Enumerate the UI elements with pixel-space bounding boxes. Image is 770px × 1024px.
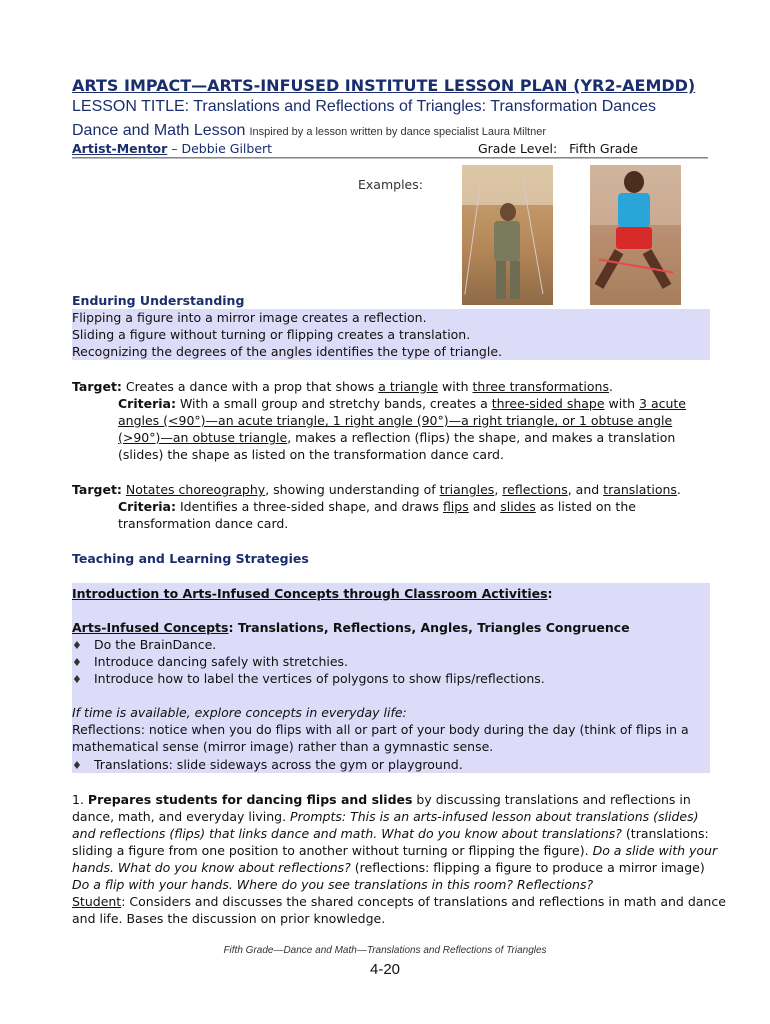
bullet-text: Translations: slide sideways across the gym or playground. xyxy=(94,757,463,772)
subtitle: Dance and Math Lesson xyxy=(72,122,246,139)
step1-bold: Prepares students for dancing flips and slides xyxy=(87,792,413,807)
target2-text: , showing understanding of xyxy=(265,482,440,497)
bullet-text: Introduce how to label the vertices of polygons to show flips/reflections. xyxy=(94,671,545,686)
example-photo-girl xyxy=(590,165,681,305)
target1-text: Creates a dance with a prop that shows xyxy=(121,379,379,394)
criteria2-line xyxy=(118,498,636,515)
criteria1-label: Criteria: xyxy=(118,396,176,411)
criteria2-underline: flips xyxy=(442,499,469,514)
target2-underline: translations xyxy=(603,482,677,497)
target1-underline: a triangle xyxy=(378,379,439,394)
step1-text: (reflections: flipping a figure to produce a mirror image) xyxy=(350,860,705,875)
bullet-text: Introduce dancing safely with stretchies. xyxy=(94,654,349,669)
mentor-name: – Debbie Gilbert xyxy=(167,141,273,156)
criteria1-text: with xyxy=(604,396,640,411)
subtitle-line xyxy=(72,122,546,140)
target2-text: , and xyxy=(567,482,604,497)
bullet-icon: ♦ xyxy=(72,639,82,652)
criteria1-text: , makes a reflection (flips) the shape, and makes a translation xyxy=(287,430,676,445)
step1-prompt: Prompts: This is an arts-infused lesson about translations (slides) xyxy=(290,809,699,824)
enduring-heading: Enduring Understanding xyxy=(72,293,245,308)
criteria2-text: Identifies a three-sided shape, and draws xyxy=(175,499,443,514)
lesson-title: LESSON TITLE: Translations and Reflections of Triangles: Transformation Dances xyxy=(72,98,656,115)
criteria2-text: as listed on the xyxy=(535,499,636,514)
example-photo-boy xyxy=(462,165,553,305)
criteria1-underline: three-sided shape xyxy=(491,396,605,411)
step1-line4 xyxy=(72,842,717,859)
reflections-line2: mathematical sense (mirror image) rather than a gymnastic sense. xyxy=(72,739,494,754)
target1-underline: three transformations xyxy=(472,379,609,394)
criteria1-line2: angles (<90°)—an acute triangle, 1 right angle (90°)—a right triangle, or 1 obtuse angle xyxy=(118,413,673,428)
step1-line3 xyxy=(72,825,709,842)
reflections-line1: Reflections: notice when you do flips with all or part of your body during the day (think of flips in a xyxy=(72,722,689,737)
bullet-icon: ♦ xyxy=(72,656,82,669)
criteria2-label: Criteria: xyxy=(118,499,176,514)
enduring-line: Recognizing the degrees of the angles identifies the type of triangle. xyxy=(72,344,502,359)
step1-text: sliding a figure from one position to another without turning or flipping the figure). xyxy=(72,843,593,858)
main-title: ARTS IMPACT—ARTS-INFUSED INSTITUTE LESSON PLAN (YR2-AEMDD) xyxy=(72,76,696,95)
concepts-label: Arts-Infused Concepts xyxy=(72,620,229,635)
step-number: 1. xyxy=(72,792,88,807)
concepts-text: : Translations, Reflections, Angles, Triangles Congruence xyxy=(228,620,630,635)
bullet-icon: ♦ xyxy=(72,759,82,772)
target2-text: . xyxy=(676,482,681,497)
grade-level xyxy=(478,141,638,156)
examples-label: Examples: xyxy=(358,177,423,192)
if-time-line: If time is available, explore concepts in everyday life: xyxy=(72,705,407,720)
mentor-row xyxy=(72,141,708,158)
step1-line8: and life. Bases the discussion on prior knowledge. xyxy=(72,911,386,926)
step1-line5 xyxy=(72,859,705,876)
step1-line6: Do a flip with your hands. Where do you see translations in this room? Reflections? xyxy=(72,877,594,892)
criteria1-line xyxy=(118,395,686,412)
translations-line xyxy=(72,756,463,774)
target1-line xyxy=(72,378,613,395)
step1-text: by discussing translations and reflections in xyxy=(412,792,691,807)
step1-text: (translations: xyxy=(621,826,709,841)
criteria2-line2: transformation dance card. xyxy=(118,516,289,531)
criteria1-line3 xyxy=(118,429,675,446)
target2-text: , xyxy=(494,482,503,497)
page-number: 4-20 xyxy=(369,961,401,978)
target1-text: . xyxy=(608,379,613,394)
intro-heading-colon: : xyxy=(547,586,553,601)
grade-label: Grade Level: xyxy=(477,141,558,156)
step1-text: : Considers and discusses the shared concepts of translations and reflections in math and dance xyxy=(121,894,726,909)
criteria1-underline: 3 acute xyxy=(639,396,686,411)
target2-underline: Notates choreography xyxy=(125,482,266,497)
criteria1-text: With a small group and stretchy bands, creates a xyxy=(175,396,492,411)
bullet-text: Do the BrainDance. xyxy=(94,637,217,652)
step1-prompt: and reflections (flips) that links dance and math. What do you know about translations? xyxy=(72,826,622,841)
mentor-label: Artist-Mentor xyxy=(72,141,168,156)
target1-label: Target: xyxy=(72,379,122,394)
intro-heading-text: Introduction to Arts-Infused Concepts through Classroom Activities xyxy=(72,586,548,601)
step1-prompt: Do a slide with your xyxy=(592,843,718,858)
criteria1-underline: (>90°)—an obtuse triangle xyxy=(118,430,288,445)
concepts-line xyxy=(72,619,630,636)
grade-value: Fifth Grade xyxy=(569,141,638,156)
enduring-line: Sliding a figure without turning or flipping creates a translation. xyxy=(72,327,471,342)
inspired-by: Inspired by a lesson written by dance specialist Laura Miltner xyxy=(249,126,546,138)
enduring-box xyxy=(72,309,710,360)
criteria2-text: and xyxy=(468,499,501,514)
step1-text: dance, math, and everyday living. xyxy=(72,809,291,824)
intro-bullet xyxy=(72,636,216,654)
step1-line7 xyxy=(72,893,726,910)
footer-text: Fifth Grade—Dance and Math—Translations and Reflections of Triangles xyxy=(223,945,547,956)
header-rule xyxy=(72,158,708,159)
intro-heading xyxy=(72,585,553,602)
criteria2-underline: slides xyxy=(500,499,536,514)
target2-label: Target: xyxy=(72,482,122,497)
step1-line2 xyxy=(72,808,698,825)
target2-line xyxy=(72,481,681,498)
intro-bullet xyxy=(72,653,348,671)
strategies-heading: Teaching and Learning Strategies xyxy=(72,551,309,566)
target2-underline: reflections xyxy=(502,482,568,497)
bullet-icon: ♦ xyxy=(72,673,82,686)
intro-bullet xyxy=(72,670,545,688)
target2-underline: triangles xyxy=(439,482,495,497)
step1-prompt: hands. What do you know about reflections? xyxy=(72,860,351,875)
criteria1-line4: (slides) the shape as listed on the transformation dance card. xyxy=(118,447,504,462)
enduring-line: Flipping a figure into a mirror image creates a reflection. xyxy=(72,310,427,325)
target1-text: with xyxy=(438,379,473,394)
student-label: Student xyxy=(72,894,122,909)
step1-line1 xyxy=(72,791,691,808)
